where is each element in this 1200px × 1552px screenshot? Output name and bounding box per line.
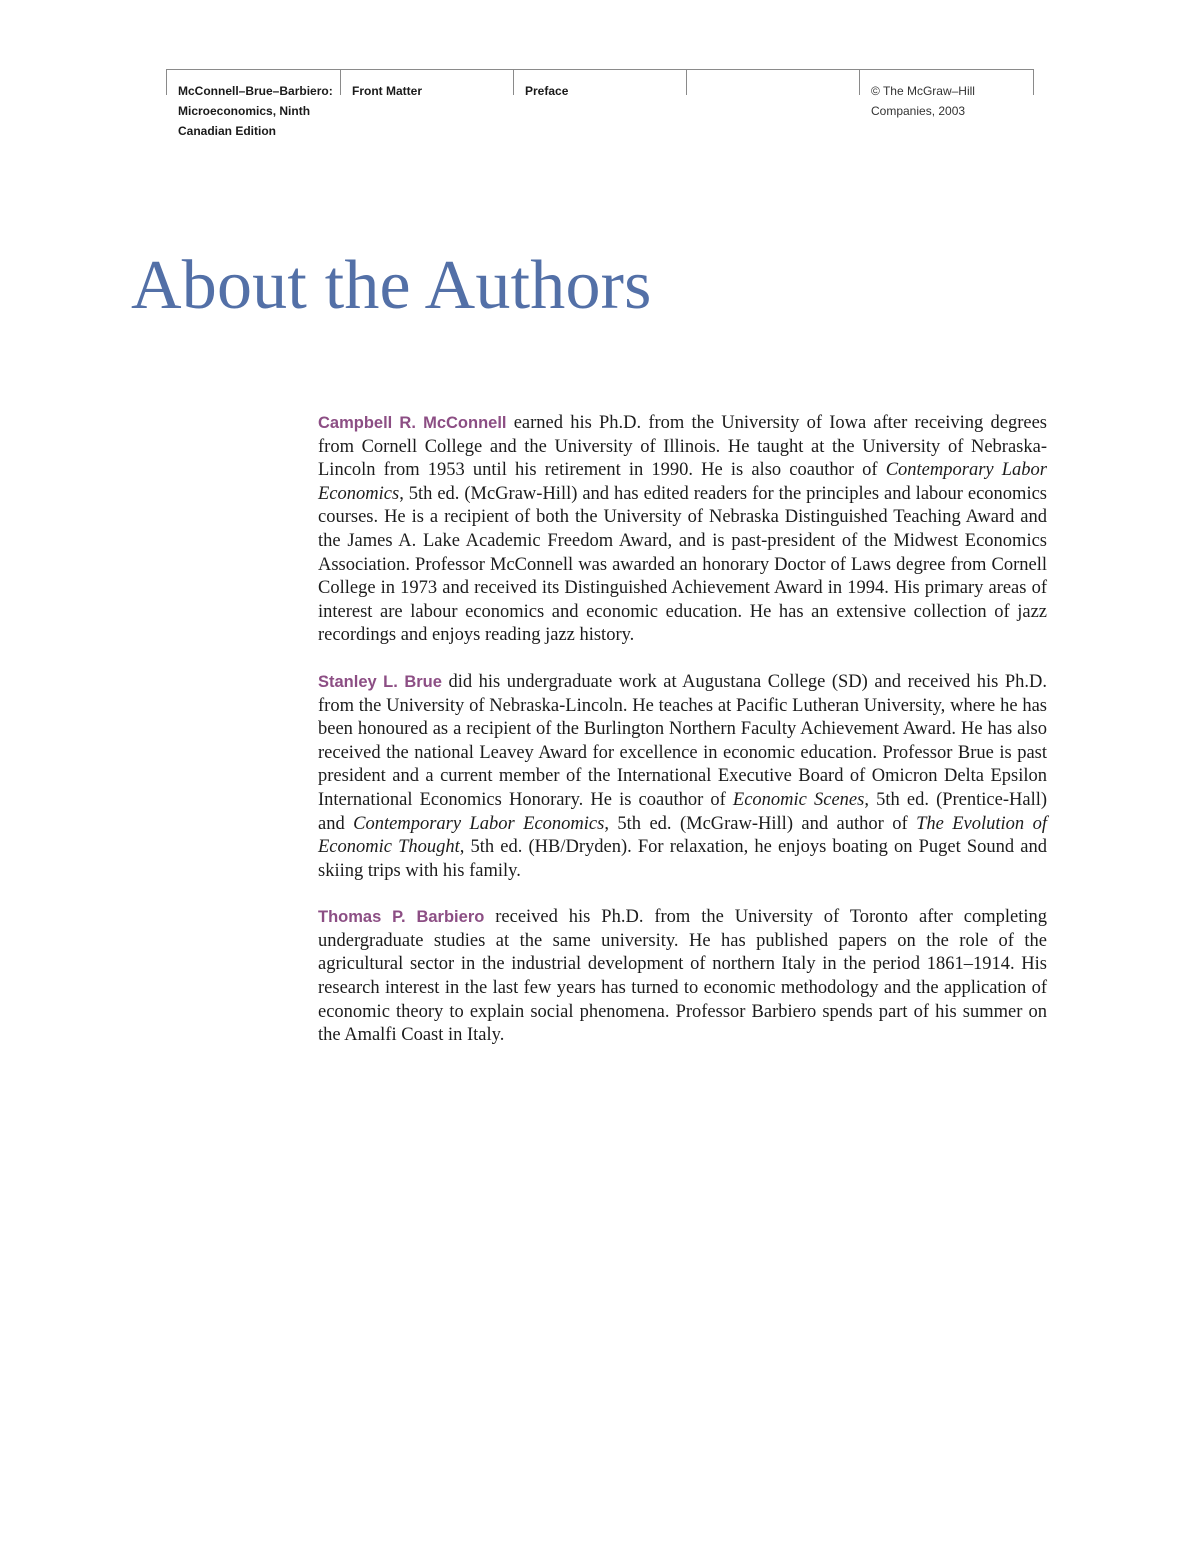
bio-mcconnell	[318, 412, 1047, 648]
book-title: Contemporary Labor Economics	[353, 813, 605, 834]
header-copyright	[871, 81, 975, 121]
header-divider	[1033, 70, 1034, 95]
book-title: Economic Scenes	[732, 789, 865, 810]
bio-text: , 5th ed. (HB/Dryden). For relaxation, he enjoys boating on Puget Sound and skiing trips with his family.	[318, 837, 1047, 881]
bio-text: earned his Ph.D. from the University of Iowa after receiving degrees from Cornell College and the University of Illinois. He taught at the University of Nebraska-Lincoln from 1953 until his retirement in 1990. He is also coauthor of	[318, 413, 1047, 481]
bio-text: did his undergraduate work at Augustana College (SD) and received his Ph.D. from the University of Nebraska-Lincoln. He teaches at Pacific Lutheran University, where he has been honoured as a recipient of the Burlington Northern Faculty Achievement Award. He has also received the national Leavey Award for excellence in economic education. Professor Brue is past president and a current member of the International Executive Board of Omicron Delta Epsilon International Economics Honorary. He is coauthor of	[318, 671, 1047, 810]
page-title: About the Authors	[131, 247, 652, 324]
author-name: Stanley L. Brue	[318, 672, 442, 691]
header-divider	[859, 70, 860, 95]
header-book-line: Canadian Edition	[178, 124, 277, 138]
running-header	[166, 69, 1034, 138]
header-section: Front Matter	[352, 84, 422, 98]
bio-text: , 5th ed. (McGraw-Hill) and has edited readers for the principles and labour economics courses. He is a recipient of both the University of Nebraska Distinguished Teaching Award and the James A. Lake Academic Freedom Award, and is past-president of the Midwest Economics Association. Professor McConnell was awarded an honorary Doctor of Laws degree from Cornell College in 1973 and received its Distinguished Achievement Award in 1994. His primary areas of interest are labour economics and economic education. He has an extensive collection of jazz recordings and enjoys reading jazz history.	[318, 483, 1047, 646]
bio-brue	[318, 671, 1047, 883]
author-bios	[318, 412, 1047, 1071]
header-divider	[340, 70, 341, 95]
header-chapter: Preface	[525, 84, 569, 98]
header-book-title	[178, 81, 333, 141]
header-book-line: Microeconomics, Ninth	[178, 104, 311, 118]
author-name: Campbell R. McConnell	[318, 414, 507, 432]
bio-text: , 5th ed. (McGraw-Hill) and author of	[604, 813, 917, 834]
bio-barbiero	[318, 906, 1047, 1048]
header-divider	[513, 70, 514, 95]
bio-text: , 5th ed. (Prentice-Hall) and	[318, 789, 1048, 834]
bio-text: received his Ph.D. from the University of Toronto after completing undergraduate studies at the same university. He has published papers on the role of the agricultural sector in the industrial development of northern Italy in the period 1861–1914. His research interest in the last few years has turned to economic methodology and the application of economic theory to explain social phenomena. Professor Barbiero spends part of his summer on the Amalfi Coast in Italy.	[318, 907, 1047, 1046]
header-copyright-line: © The McGraw–Hill	[871, 84, 975, 98]
header-copyright-line: Companies, 2003	[871, 104, 966, 118]
book-title: The Evolution of Economic Thought	[318, 813, 1048, 858]
header-book-line: McConnell–Brue–Barbiero:	[178, 84, 333, 98]
author-name: Thomas P. Barbiero	[318, 908, 485, 927]
header-divider	[166, 70, 167, 95]
book-title: Contemporary Labor Economics	[318, 460, 1047, 504]
header-divider	[686, 70, 687, 95]
